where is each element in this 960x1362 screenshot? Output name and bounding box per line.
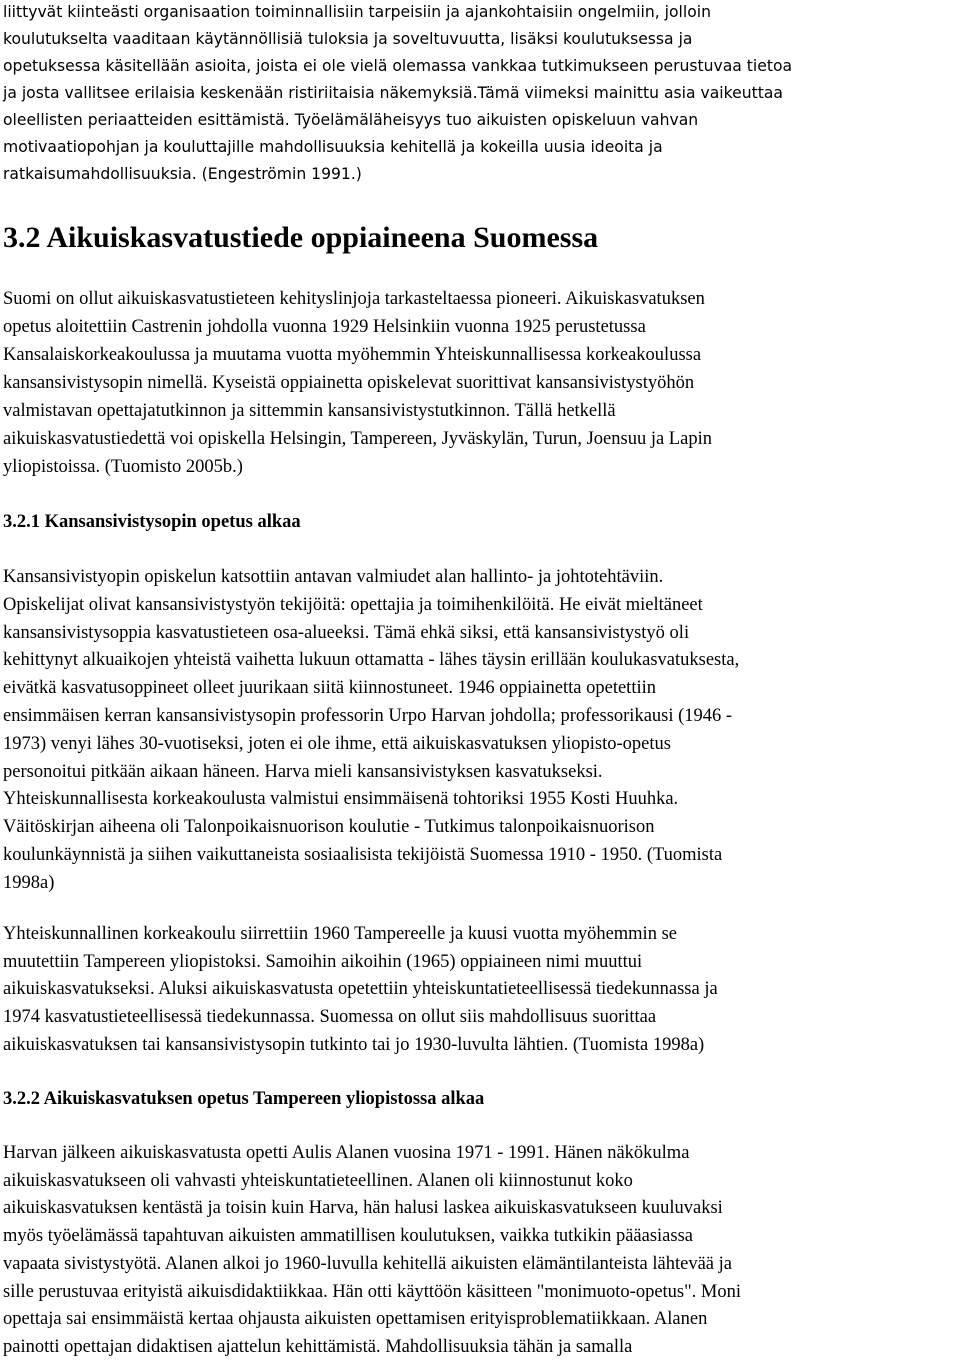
intro-line: opetuksessa käsitellään asioita, joista ei ole vielä olemassa vankkaa tutkimukseen perustuvaa tietoa [3,57,793,75]
body-line: 1973) venyi lähes 30-vuotiseksi, joten ei ole ihme, että aikuiskasvatuksen yliopisto-opetus [3,734,671,754]
body-line: kansansivistysoppia kasvatustieteen osa-alueeksi. Tämä ehkä siksi, että kansansivistystyö oli [3,623,690,643]
body-line-part: Aikuiskasvatuksen [561,289,705,309]
body-line: kansansivistysopin nimellä. Kyseistä oppiainetta opiskelevat suorittivat kansansivistystyöhön [3,373,695,393]
intro-line [3,108,698,132]
section-heading-3-2: 3.2 Aikuiskasvatustiede oppiaineena Suomessa [3,221,599,254]
body-line: Yhteiskunnallisesta korkeakoulusta valmistui ensimmäisenä tohtoriksi 1955 Kosti Huuhka. [3,789,679,809]
intro-line-part: Työelämäläheisyys tuo aikuisten opiskeluun vahvan [294,111,699,129]
body-line: Yhteiskunnallinen korkeakoulu siirrettiin 1960 Tampereelle ja kuusi vuotta myöhemmin se [3,924,677,944]
body-line: aikuiskasvatuksen kentästä ja toisin kuin Harva, hän halusi laskea aikuiskasvatukseen kuuluvaksi [3,1198,723,1218]
body-line [3,287,705,311]
body-line: aikuiskasvatustiedettä voi opiskella Helsingin, Tampereen, Jyväskylän, Turun, Joensuu ja Lapin [3,429,712,449]
body-line: Harvan jälkeen aikuiskasvatusta opetti Aulis Alanen vuosina 1971 - 1991. Hänen näkökulma [3,1143,690,1163]
section-heading-3-2-1: 3.2.1 Kansansivistysopin opetus alkaa [3,512,301,532]
intro-line-part: Tämä viimeksi mainittu asia vaikeuttaa [477,84,783,102]
body-line: aikuiskasvatukseksi. Aluksi aikuiskasvatusta opetettiin yhteiskuntatieteellisessä tiedekunnassa ja [3,979,718,999]
intro-line-part: oleellisten periaatteiden esittämistä. [3,111,290,129]
intro-line: koulutukselta vaaditaan käytännöllisiä tuloksia ja soveltuvuutta, lisäksi koulutuksessa ja [3,30,693,48]
body-line: kehittynyt alkuaikojen yhteistä vaihetta lukuun ottamatta - lähes täysin erillään koulukasvatuksesta, [3,650,740,670]
body-line: opettaja sai ensimmäistä kertaa ohjausta aikuisten opettamisen erityisproblematiikkaan. Alanen [3,1309,708,1329]
body-line: muutettiin Tampereen yliopistoksi. Samoihin aikoihin (1965) oppiaineen nimi muuttui [3,952,643,972]
body-line: opetus aloitettiin Castrenin johdolla vuonna 1929 Helsinkiin vuonna 1925 perustetussa [3,317,646,337]
body-line: eivätkä kasvatusoppineet olleet juurikaan siitä kiinnostuneet. 1946 oppiainetta opetettiin [3,678,656,698]
intro-line: motivaatiopohjan ja kouluttajille mahdollisuuksia kehitellä ja kokeilla uusia ideoita ja [3,138,663,156]
intro-line [3,81,783,105]
body-line: myös työelämässä tapahtuvan aikuisten ammatillisen koulutuksen, vaikka tutkikin pääasiassa [3,1226,694,1246]
body-line: aikuiskasvatukseen oli vahvasti yhteiskuntatieteellinen. Alanen oli kiinnostunut koko [3,1171,633,1191]
intro-line-part: ja josta vallitsee erilaisia keskenään ristiriitaisia näkemyksiä. [3,84,478,102]
body-line-part: Suomi on ollut aikuiskasvatustieteen kehityslinjoja tarkasteltaessa pioneeri. [3,289,562,309]
body-line: aikuiskasvatuksen tai kansansivistysopin tutkinto tai jo 1930-luvulta lähtien. (Tuomista 1998a) [3,1035,705,1055]
section-heading-3-2-2: 3.2.2 Aikuiskasvatuksen opetus Tampereen yliopistossa alkaa [3,1089,485,1109]
body-line: painotti opettajan didaktisen ajattelun kehittämistä. Mahdollisuuksia tähän ja samalla [3,1337,633,1357]
intro-line: liittyvät kiinteästi organisaation toiminnallisiin tarpeisiin ja ajankohtaisiin ongelmiin, jolloin [3,3,711,21]
intro-line: ratkaisumahdollisuuksia. (Engeströmin 1991.) [3,165,362,183]
body-line: 1974 kasvatustieteellisessä tiedekunnassa. Suomessa on ollut siis mahdollisuus suorittaa [3,1007,657,1027]
body-line: Kansalaiskorkeakoulussa ja muutama vuotta myöhemmin Yhteiskunnallisessa korkeakoulussa [3,345,702,365]
body-line: koulunkäynnistä ja siihen vaikuttaneista sosiaalisista tekijöistä Suomessa 1910 - 1950. (Tuomista [3,845,723,865]
body-line: 1998a) [3,873,55,893]
body-line: yliopistoissa. (Tuomisto 2005b.) [3,457,243,477]
body-line: Kansansivistyopin opiskelun katsottiin antavan valmiudet alan hallinto- ja johtotehtäviin. [3,567,664,587]
body-line: sille perustuvaa erityistä aikuisdidaktiikkaa. Hän otti käyttöön käsitteen "monimuoto-opetus". Moni [3,1282,742,1302]
body-line: Väitöskirjan aiheena oli Talonpoikaisnuorison koulutie - Tutkimus talonpoikaisnuorison [3,817,655,837]
body-line: ensimmäisen kerran kansansivistysopin professorin Urpo Harvan johdolla; professorikausi (1946 - [3,706,733,726]
body-line: Opiskelijat olivat kansansivistystyön tekijöitä: opettajia ja toimihenkilöitä. He eivät mieltäneet [3,595,703,615]
body-line: vapaata sivistystyötä. Alanen alkoi jo 1960-luvulla kehitellä aikuisten elämäntilanteista lähtevää ja [3,1254,732,1274]
body-line: personoitui pitkään aikaan häneen. Harva mieli kansansivistyksen kasvatukseksi. [3,762,603,782]
body-line: valmistavan opettajatutkinnon ja sittemmin kansansivistystutkinnon. Tällä hetkellä [3,401,616,421]
